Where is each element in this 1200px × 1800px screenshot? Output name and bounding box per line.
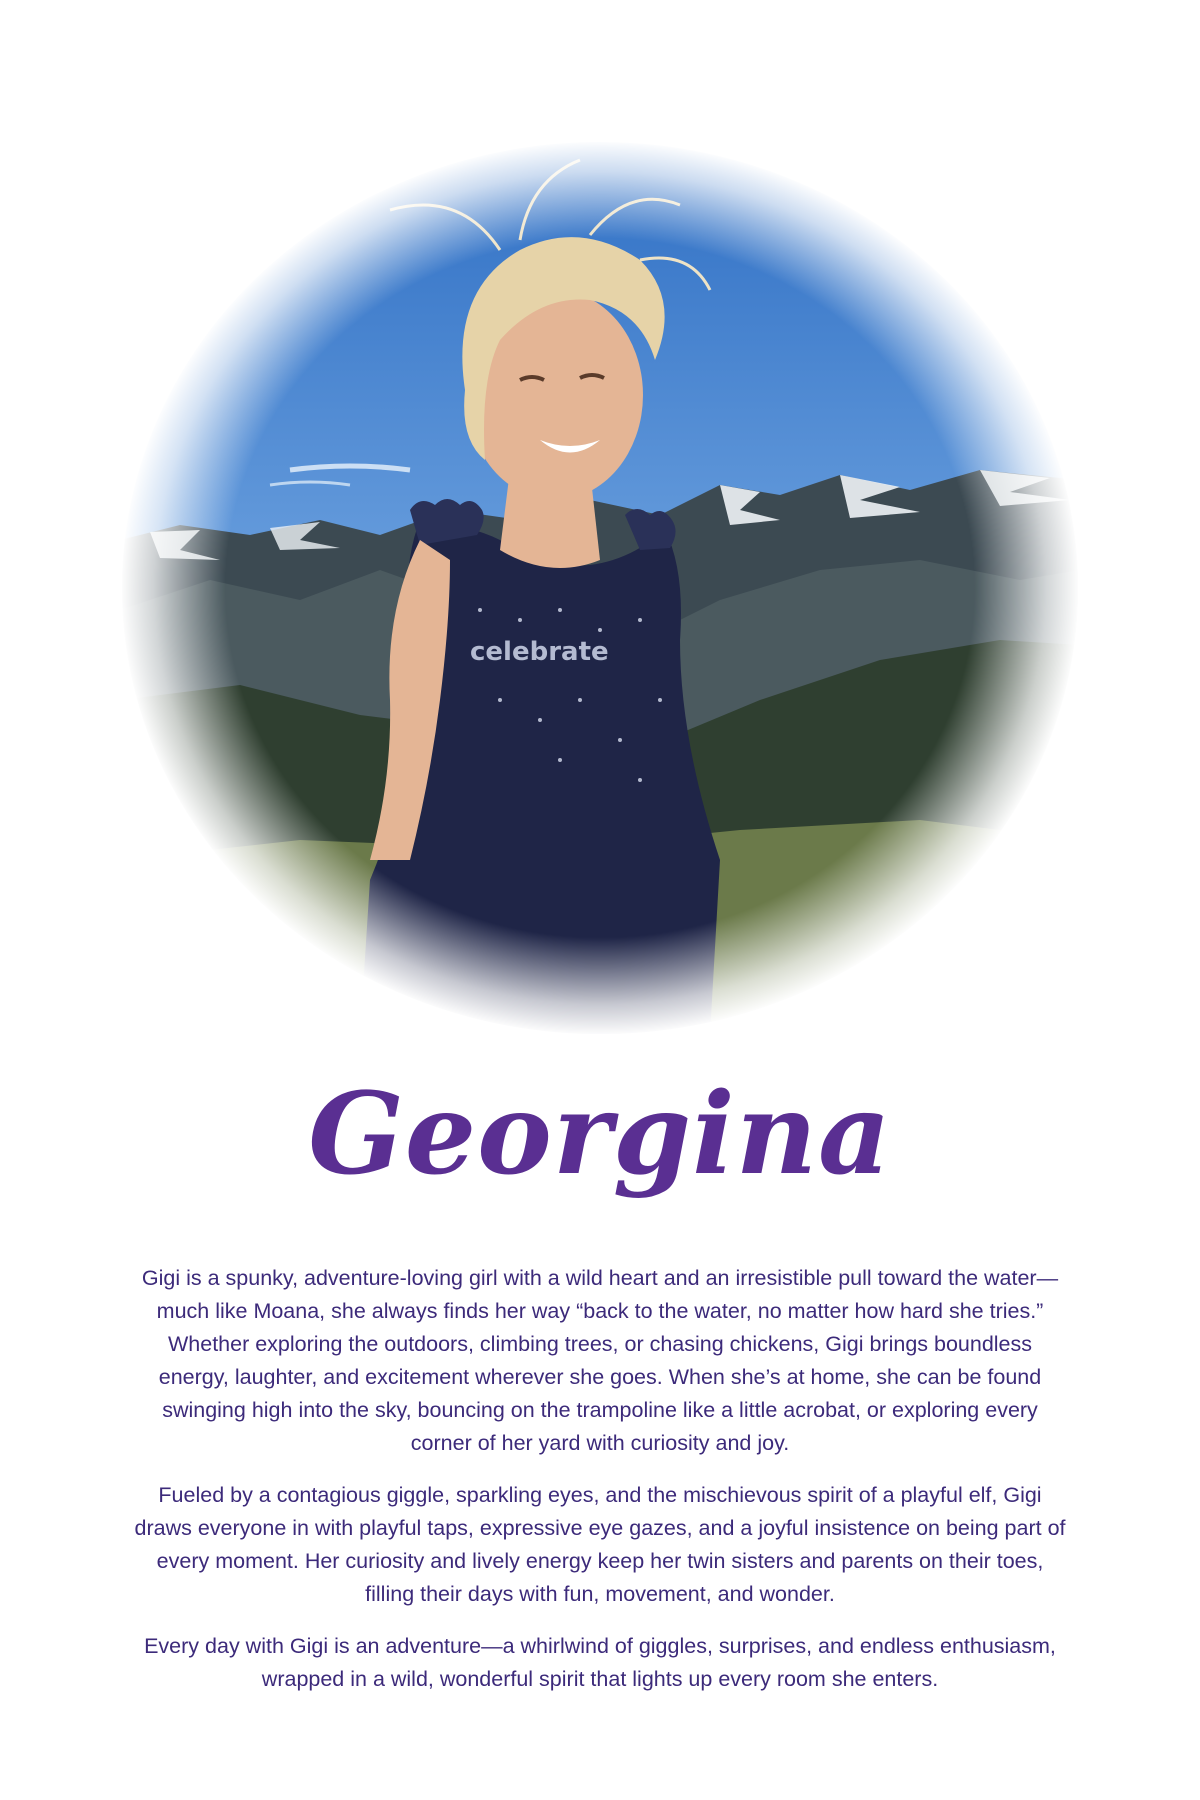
bio-paragraph-3: Every day with Gigi is an adventure—a whirlwind of giggles, surprises, and endless enthusiasm, wrapped in a wild, wonderful spirit that lights up every room she enters. (144, 1634, 1056, 1691)
profile-name: Georgina (308, 1069, 892, 1200)
bio-text (130, 1262, 1070, 1715)
portrait-photo-icon (120, 140, 1080, 1035)
portrait-photo (120, 140, 1080, 1035)
bio-paragraph-1: Gigi is a spunky, adventure-loving girl with a wild heart and an irresistible pull toward the water—much like Moana, she always finds her way “back to the water, no matter how hard she tries.” Whether exploring the outdoors, climbing trees, or chasing chickens, Gigi brings boundless energy, laughter, and excitement wherever she goes. When she’s at home, she can be found swinging high into the sky, bouncing on the trampoline like a little acrobat, or exploring every corner of her yard with curiosity and joy. (141, 1266, 1059, 1455)
bio-paragraph-2: Fueled by a contagious giggle, sparkling eyes, and the mischievous spirit of a playful elf, Gigi draws everyone in with playful taps, expressive eye gazes, and a joyful insistence on being part of every moment. Her curiosity and lively energy keep her twin sisters and parents on their toes, filling their days with fun, movement, and wonder. (134, 1483, 1066, 1606)
